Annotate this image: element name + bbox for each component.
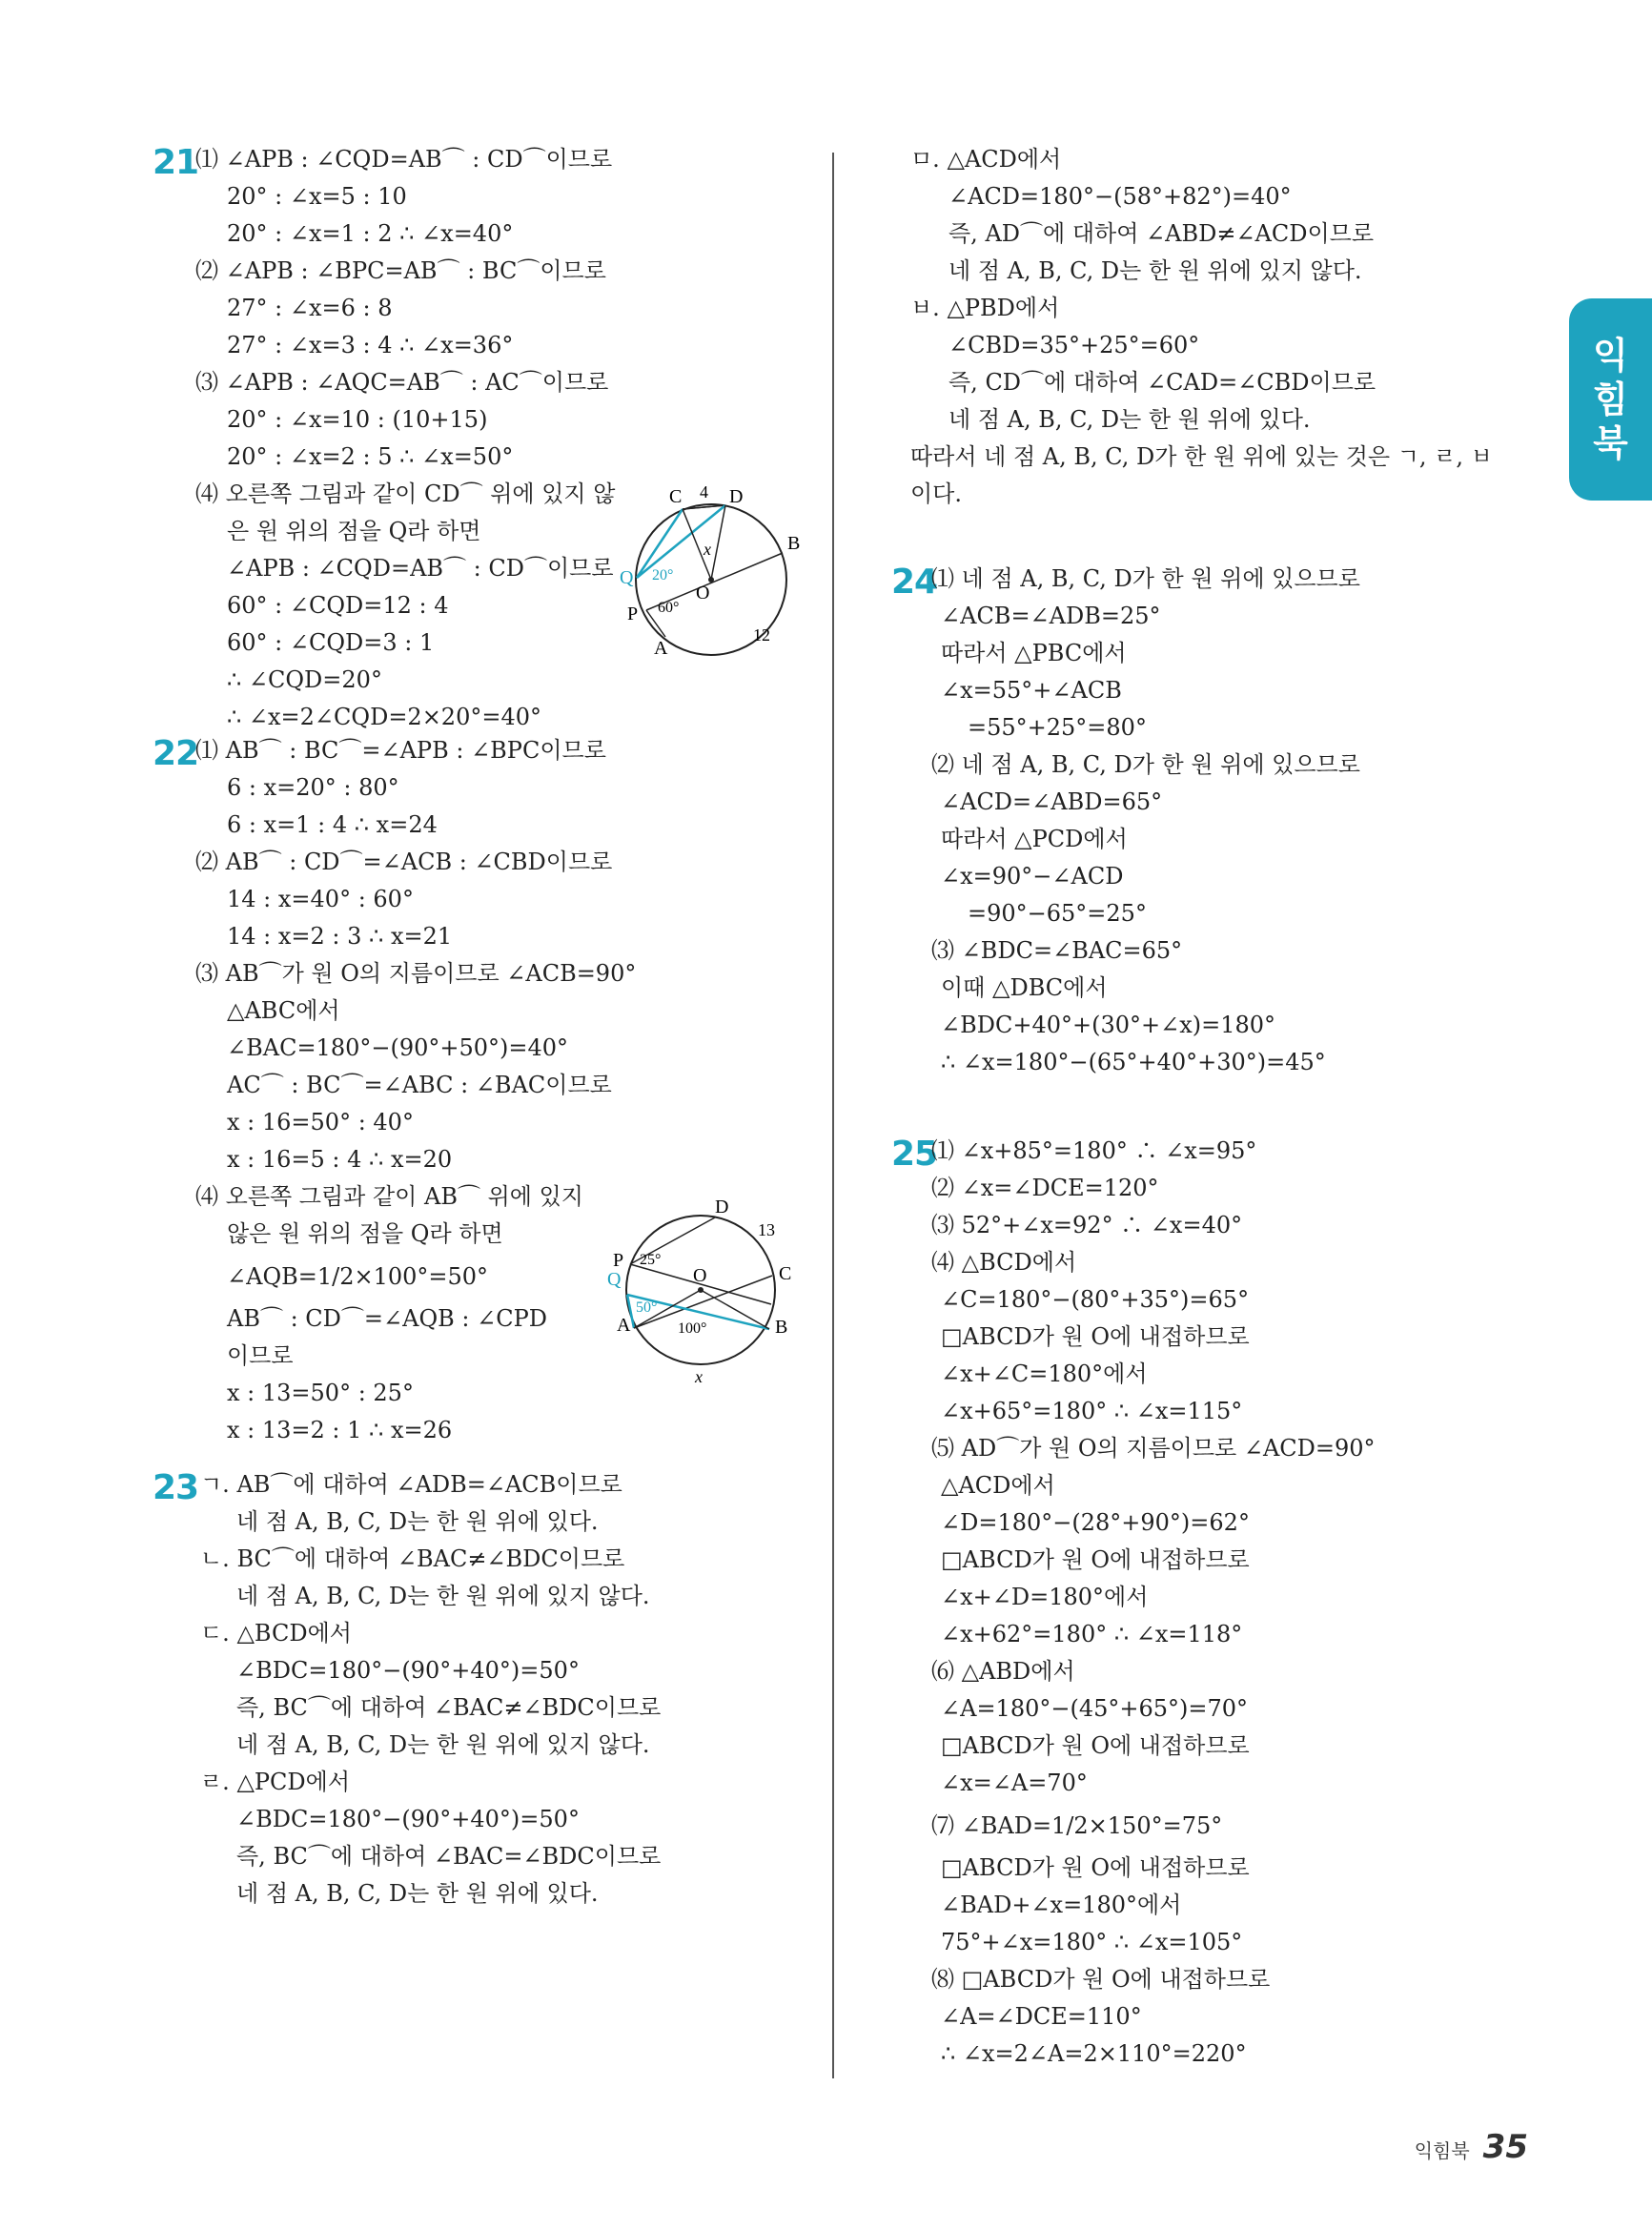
solution-line: ⑶ ∠APB : ∠AQC=AB⌒ : AC⌒이므로 [195, 369, 609, 396]
fig21-label: D [729, 486, 744, 507]
fig21-label: 20° [652, 567, 674, 583]
solution-line: ∴ ∠x=2∠CQD=2×20°=40° [227, 704, 541, 730]
solution-line: 이므로 [227, 1342, 294, 1369]
problem-number: 23 [153, 1468, 199, 1507]
solution-line: ∠BAD+∠x=180°에서 [941, 1892, 1182, 1918]
solution-line: 따라서 △PBC에서 [941, 640, 1127, 666]
problem-21 [153, 141, 820, 732]
solution-line: 네 점 A, B, C, D는 한 원 위에 있지 않다. [236, 1583, 650, 1609]
solution-line: ⑵ 네 점 A, B, C, D가 한 원 위에 있으므로 [931, 751, 1360, 778]
fig21-label: O [696, 583, 710, 604]
solution-line: ∠CBD=35°+25°=60° [948, 332, 1200, 358]
fig21-label: x [704, 540, 711, 559]
solution-line: 14 : x=40° : 60° [227, 886, 414, 912]
fig22-label: Q [607, 1269, 622, 1290]
solution-line: 60° : ∠CQD=12 : 4 [227, 592, 449, 619]
problem-23-continued [891, 141, 1559, 561]
fig22-label: D [715, 1199, 729, 1217]
solution-line: 네 점 A, B, C, D는 한 원 위에 있다. [236, 1508, 599, 1535]
page-number: 35 [1482, 2128, 1528, 2166]
solution-line: ∠A=180°−(45°+65°)=70° [941, 1695, 1249, 1722]
fig22-label: B [775, 1317, 788, 1338]
solution-line: 14 : x=2 : 3 ∴ x=21 [227, 923, 453, 950]
fig21-label: C [669, 486, 683, 507]
side-tab-char: 북 [1593, 422, 1628, 464]
solution-line: ∠C=180°−(80°+35°)=65° [941, 1286, 1250, 1313]
solution-line: AC⌒ : BC⌒=∠ABC : ∠BAC이므로 [227, 1072, 612, 1098]
solution-line: ⑶ AB⌒가 원 O의 지름이므로 ∠ACB=90° [195, 960, 637, 987]
solution-line: ∠x+∠C=180°에서 [941, 1361, 1148, 1387]
solution-line: 즉, CD⌒에 대하여 ∠CAD=∠CBD이므로 [948, 369, 1377, 396]
solution-line: ⑹ △ABD에서 [931, 1658, 1075, 1685]
solution-line: ㄱ. AB⌒에 대하여 ∠ADB=∠ACB이므로 [200, 1471, 622, 1498]
problem-22 [153, 732, 820, 1466]
fig22-label: 100° [678, 1320, 707, 1337]
solution-line: 즉, AD⌒에 대하여 ∠ABD≠∠ACD이므로 [948, 220, 1375, 247]
fig22-label: 25° [640, 1252, 662, 1268]
solution-line: ∠BDC=180°−(90°+40°)=50° [236, 1657, 580, 1684]
solution-line: 네 점 A, B, C, D는 한 원 위에 있다. [236, 1880, 599, 1907]
page-footer [1415, 2128, 1528, 2166]
fig22-label: P [613, 1250, 624, 1271]
solution-line: 6 : x=1 : 4 ∴ x=24 [227, 811, 438, 838]
solution-line: ∠APB : ∠CQD=AB⌒ : CD⌒이므로 [227, 555, 614, 582]
problem-25 [891, 1133, 1559, 2073]
solution-line: AB⌒ : CD⌒=∠AQB : ∠CPD [227, 1305, 547, 1332]
solution-line: ⑵ ∠APB : ∠BPC=AB⌒ : BC⌒이므로 [195, 257, 606, 284]
problem-24 [891, 561, 1559, 1133]
circle-figure-21 [608, 486, 808, 677]
footer-book-label: 익힘북 [1414, 2139, 1470, 2162]
solution-line: x : 16=50° : 40° [227, 1109, 414, 1135]
solution-line: ⑴ AB⌒ : BC⌒=∠APB : ∠BPC이므로 [195, 737, 606, 764]
solution-line: △ABC에서 [227, 997, 340, 1024]
solution-line: 은 원 위의 점을 Q라 하면 [227, 518, 481, 544]
solution-line: △ACD에서 [941, 1472, 1055, 1499]
solution-line: ∠D=180°−(28°+90°)=62° [941, 1509, 1250, 1536]
solution-line: x : 16=5 : 4 ∴ x=20 [227, 1146, 453, 1173]
solution-line: ⑵ AB⌒ : CD⌒=∠ACB : ∠CBD이므로 [195, 849, 613, 875]
solution-line: ∠ACD=∠ABD=65° [941, 788, 1163, 815]
solution-line: □ABCD가 원 O에 내접하므로 [941, 1546, 1250, 1573]
solution-line: □ABCD가 원 O에 내접하므로 [941, 1854, 1250, 1881]
solution-line: 20° : ∠x=1 : 2 ∴ ∠x=40° [227, 220, 514, 247]
solution-line: ⑻ □ABCD가 원 O에 내접하므로 [931, 1966, 1271, 1993]
solution-line: 20° : ∠x=2 : 5 ∴ ∠x=50° [227, 443, 514, 470]
fig21-label: 12 [753, 625, 770, 644]
left-column [153, 141, 820, 1913]
column-divider [832, 153, 834, 2078]
solution-line: ⑴ ∠APB : ∠CQD=AB⌒ : CD⌒이므로 [195, 146, 613, 173]
fig22-label: A [617, 1315, 631, 1336]
solution-line: x : 13=2 : 1 ∴ x=26 [227, 1417, 453, 1443]
solution-line: 이때 △DBC에서 [941, 974, 1108, 1001]
circle-figure-22 [596, 1199, 806, 1390]
solution-line: ⑵ ∠x=∠DCE=120° [931, 1175, 1159, 1201]
solution-line: 75°+∠x=180° ∴ ∠x=105° [941, 1929, 1243, 1955]
solution-line: ∠x+∠D=180°에서 [941, 1584, 1149, 1610]
solution-line: ∠BAC=180°−(90°+50°)=40° [227, 1034, 569, 1061]
solution-line: ⑷ 오른쪽 그림과 같이 CD⌒ 위에 있지 않 [195, 481, 616, 507]
solution-line: ∠ACD=180°−(58°+82°)=40° [948, 183, 1292, 210]
solution-line: ∠BDC=180°−(90°+40°)=50° [236, 1806, 580, 1832]
solution-line: 20° : ∠x=5 : 10 [227, 183, 407, 210]
fig21-label: Q [620, 567, 634, 588]
solution-line: x : 13=50° : 25° [227, 1380, 414, 1406]
solution-line: ⑷ △BCD에서 [931, 1249, 1077, 1276]
fig21-label: A [654, 638, 668, 659]
solution-line: 27° : ∠x=6 : 8 [227, 295, 393, 321]
side-tab-workbook [1569, 298, 1652, 501]
solution-line: 27° : ∠x=3 : 4 ∴ ∠x=36° [227, 332, 514, 358]
solution-line: ∠AQB=1/2×100°=50° [227, 1263, 489, 1290]
solution-line: ∠BDC+40°+(30°+∠x)=180° [941, 1012, 1276, 1038]
solution-line: 즉, BC⌒에 대하여 ∠BAC≠∠BDC이므로 [236, 1694, 662, 1721]
solution-line: ⑺ ∠BAD=1/2×150°=75° [931, 1812, 1223, 1839]
fig22-label: 50° [636, 1299, 658, 1316]
solution-line: ⑷ 오른쪽 그림과 같이 AB⌒ 위에 있지 [195, 1183, 583, 1210]
fig22-label: 13 [758, 1220, 775, 1239]
fig22-label: x [695, 1367, 703, 1386]
solution-line: 즉, BC⌒에 대하여 ∠BAC=∠BDC이므로 [236, 1843, 662, 1870]
solution-line: ∠x=∠A=70° [941, 1770, 1088, 1796]
solution-line: =55°+25°=80° [968, 714, 1147, 741]
fig21-label: B [787, 533, 801, 554]
side-tab-char: 익 [1593, 335, 1628, 377]
solution-line: ⑶ 52°+∠x=92° ∴ ∠x=40° [931, 1212, 1243, 1238]
solution-line: ∴ ∠x=180°−(65°+40°+30°)=45° [941, 1049, 1326, 1075]
solution-line: □ABCD가 원 O에 내접하므로 [941, 1732, 1250, 1759]
solution-line: ∠x=90°−∠ACD [941, 863, 1124, 890]
right-column [891, 141, 1559, 2073]
solution-line: ∴ ∠x=2∠A=2×110°=220° [941, 2040, 1247, 2067]
fig21-label: 60° [658, 600, 680, 616]
side-tab-char: 힘 [1593, 378, 1628, 420]
problem-23 [153, 1466, 820, 1913]
solution-line: 6 : x=20° : 80° [227, 774, 399, 801]
fig21-label: 4 [700, 486, 708, 501]
problem-number: 24 [891, 563, 938, 602]
solution-line: ∴ ∠CQD=20° [227, 666, 382, 693]
solution-line: ⑴ ∠x+85°=180° ∴ ∠x=95° [931, 1137, 1257, 1164]
solution-line: ∠x=55°+∠ACB [941, 677, 1122, 704]
solution-line: ⑴ 네 점 A, B, C, D가 한 원 위에 있으므로 [931, 565, 1360, 592]
solution-line: 따라서 네 점 A, B, C, D가 한 원 위에 있는 것은 ㄱ, ㄹ, ㅂ [910, 443, 1493, 470]
problem-number: 21 [153, 143, 199, 182]
solution-line: □ABCD가 원 O에 내접하므로 [941, 1323, 1250, 1350]
solution-line: ㄴ. BC⌒에 대하여 ∠BAC≠∠BDC이므로 [200, 1545, 625, 1572]
solution-line: ∠A=∠DCE=110° [941, 2003, 1142, 2030]
problem-number: 25 [891, 1135, 938, 1174]
solution-line: ㄹ. △PCD에서 [200, 1769, 351, 1795]
solution-line: ∠ACB=∠ADB=25° [941, 603, 1161, 629]
fig22-label: O [693, 1265, 707, 1286]
solution-line: 네 점 A, B, C, D는 한 원 위에 있다. [948, 406, 1311, 433]
solution-line: ㅁ. △ACD에서 [910, 146, 1062, 173]
solution-line: ⑶ ∠BDC=∠BAC=65° [931, 937, 1183, 964]
fig22-label: C [779, 1263, 792, 1284]
solution-line: 네 점 A, B, C, D는 한 원 위에 있지 않다. [948, 257, 1362, 284]
solution-line: 따라서 △PCD에서 [941, 826, 1128, 852]
solution-line: 60° : ∠CQD=3 : 1 [227, 629, 435, 656]
solution-line: ∠x+65°=180° ∴ ∠x=115° [941, 1398, 1243, 1424]
solution-line: 20° : ∠x=10 : (10+15) [227, 406, 488, 433]
solution-line: ⑸ AD⌒가 원 O의 지름이므로 ∠ACD=90° [931, 1435, 1376, 1462]
fig21-label: P [627, 604, 639, 624]
solution-line: 않은 원 위의 점을 Q라 하면 [227, 1220, 503, 1247]
solution-line: =90°−65°=25° [968, 900, 1147, 927]
solution-line: 이다. [910, 481, 962, 507]
solution-line: ㄷ. △BCD에서 [200, 1620, 352, 1647]
problem-number: 22 [153, 734, 199, 773]
solution-line: ㅂ. △PBD에서 [910, 295, 1060, 321]
solution-line: ∠x+62°=180° ∴ ∠x=118° [941, 1621, 1243, 1647]
solution-line: 네 점 A, B, C, D는 한 원 위에 있지 않다. [236, 1731, 650, 1758]
